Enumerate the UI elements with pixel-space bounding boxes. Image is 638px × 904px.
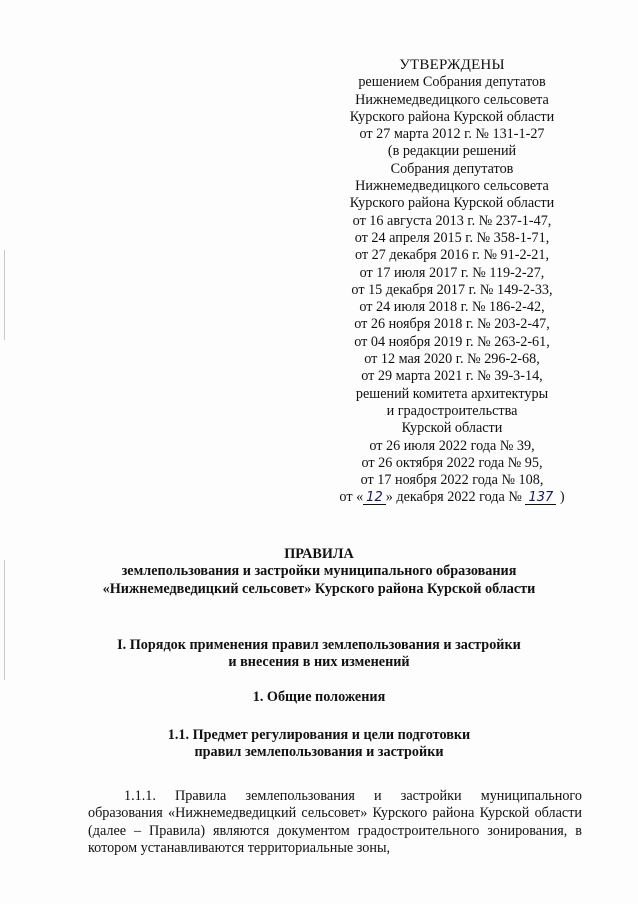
last-line-prefix: от «	[339, 489, 364, 506]
approval-line: от 15 декабря 2017 г. № 149-2-33,	[351, 281, 553, 298]
chapter-heading	[60, 689, 578, 706]
title-line: землепользования и застройки муниципального образования	[121, 563, 517, 580]
approval-line: от 12 мая 2020 г. № 296-2-68,	[364, 351, 540, 368]
approval-line: и градостроительства	[386, 402, 518, 419]
approval-line: от 17 ноября 2022 года № 108,	[360, 472, 544, 489]
last-line-middle: » декабря 2022 года №	[385, 489, 522, 506]
approval-heading: УТВЕРЖДЕНЫ	[399, 57, 505, 73]
scan-edge-mark	[4, 560, 5, 680]
scan-edge-mark	[4, 250, 5, 340]
approval-line: Курского района Курской области	[349, 108, 555, 125]
approval-line: решений комитета архитектуры	[355, 385, 549, 402]
approval-line: Нижнемедведицкого сельсовета	[355, 91, 549, 108]
subsection-line: 1.1. Предмет регулирования и цели подготовки	[167, 727, 471, 743]
approval-line: решением Собрания депутатов	[358, 74, 546, 91]
document-title	[60, 546, 578, 598]
chapter-title: 1. Общие положения	[252, 689, 386, 705]
approval-line: от 27 декабря 2016 г. № 91-2-21,	[354, 247, 550, 264]
approval-line: Собрания депутатов	[390, 160, 514, 177]
approval-block	[330, 57, 574, 507]
approval-line: Нижнемедведицкого сельсовета	[355, 178, 549, 195]
approval-line: от 26 ноября 2018 г. № 203-2-47,	[354, 316, 550, 333]
approval-line: от 04 ноября 2019 г. № 263-2-61,	[354, 333, 550, 350]
title-line: «Нижнемедведицкий сельсовет» Курского района Курской области	[102, 580, 536, 597]
approval-last-line	[330, 489, 574, 506]
approval-line: от 17 июля 2017 г. № 119-2-27,	[359, 264, 545, 281]
section-line: и внесения в них изменений	[228, 654, 410, 671]
approval-line: Курской области	[401, 420, 503, 437]
approval-line: Курского района Курской области	[349, 195, 555, 212]
approval-line: от 26 июля 2022 года № 39,	[369, 437, 535, 454]
approval-line: от 24 июля 2018 г. № 186-2-42,	[359, 299, 545, 316]
approval-line: (в редакции решений	[387, 143, 517, 160]
section-line: I. Порядок применения правил землепользования и застройки	[117, 637, 521, 653]
body-paragraph	[88, 788, 582, 857]
approval-line: от 16 августа 2013 г. № 237-1-47,	[352, 212, 552, 229]
section-heading	[60, 637, 578, 672]
title-main: ПРАВИЛА	[284, 546, 354, 562]
approval-line: от 27 марта 2012 г. № 131-1-27	[359, 126, 545, 143]
paragraph-text: 1.1.1. Правила землепользования и застройки муниципального образования «Нижнемедведицкий сельсовет» Курского района Курской области (далее – Правила) являются документом градостроительного зонирования, в котором устанавливаются территориальные зоны,	[88, 788, 582, 856]
subsection-line: правил землепользования и застройки	[194, 744, 444, 761]
last-line-suffix: )	[559, 489, 565, 506]
subsection-heading	[60, 727, 578, 762]
approval-line: от 24 апреля 2015 г. № 358-1-71,	[354, 229, 550, 246]
approval-line: от 29 марта 2021 г. № 39-3-14,	[361, 368, 543, 385]
handwritten-day: 12	[363, 491, 386, 505]
handwritten-number: 137	[525, 491, 556, 505]
approval-line: от 26 октября 2022 года № 95,	[361, 454, 543, 471]
